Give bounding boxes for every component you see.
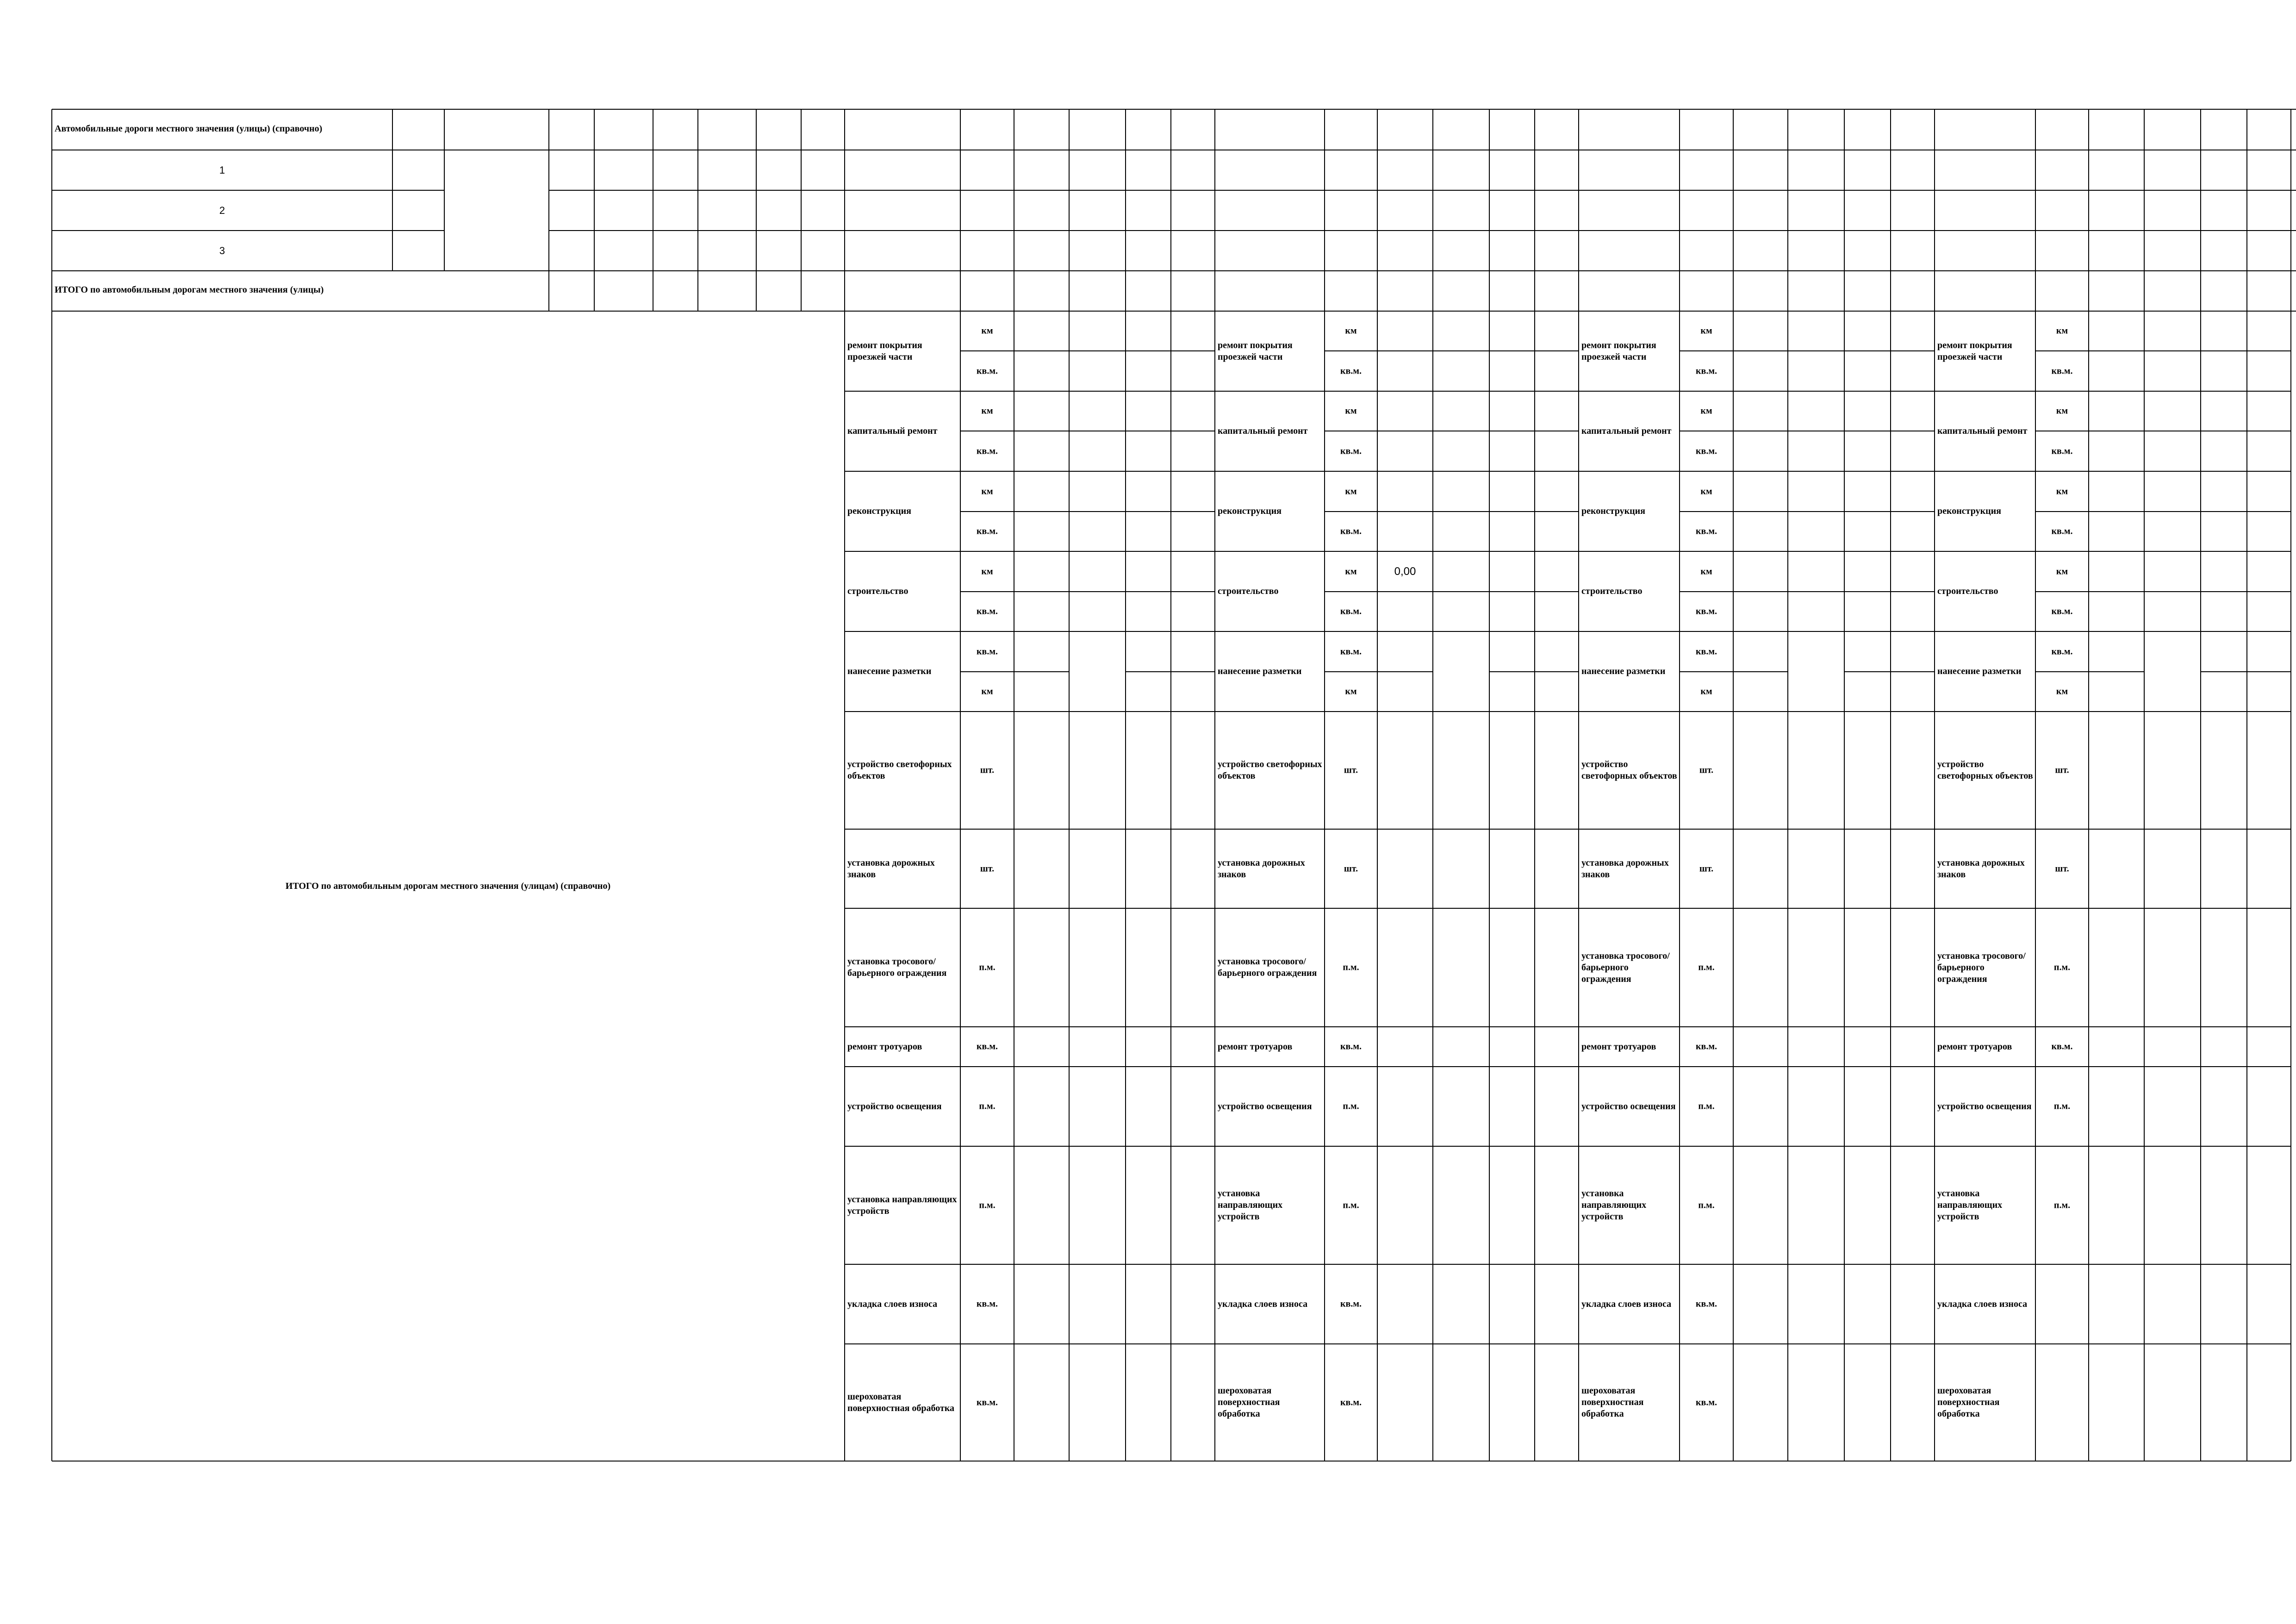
unit-label: кв.м. bbox=[1340, 1299, 1362, 1309]
work-label: нанесение разметки bbox=[1218, 666, 1302, 676]
work-label: устройство освещения bbox=[847, 1101, 942, 1112]
unit-label: кв.м. bbox=[1696, 526, 1717, 537]
unit-label: кв.м. bbox=[1340, 1041, 1362, 1052]
unit-label: кв.м. bbox=[1340, 446, 1362, 456]
unit-label: шт. bbox=[1699, 765, 1714, 775]
unit-label: п.м. bbox=[2053, 1200, 2071, 1210]
work-label: устройство освещения bbox=[1937, 1101, 2032, 1112]
work-label: реконструкция bbox=[847, 506, 911, 516]
unit-label: кв.м. bbox=[977, 446, 998, 456]
work-label: шероховатая поверхностная обработка bbox=[1581, 1386, 1644, 1419]
unit-label: кв.м. bbox=[977, 526, 998, 537]
unit-label: кв.м. bbox=[1696, 446, 1717, 456]
unit-label: км bbox=[981, 566, 993, 576]
work-label: строительство bbox=[1581, 586, 1643, 596]
unit-label: п.м. bbox=[979, 1101, 996, 1112]
row-number-2: 2 bbox=[219, 205, 225, 216]
unit-label: км bbox=[1345, 566, 1357, 576]
section-header-label: Автомобильные дороги местного значения (улицы) (справочно) bbox=[55, 124, 323, 134]
unit-label: кв.м. bbox=[977, 606, 998, 617]
unit-label: кв.м. bbox=[1340, 606, 1362, 617]
unit-label: кв.м. bbox=[2051, 366, 2073, 376]
unit-label: шт. bbox=[1344, 765, 1358, 775]
unit-label: км bbox=[1700, 325, 1712, 336]
work-label: ремонт тротуаров bbox=[1937, 1041, 2012, 1052]
unit-label: кв.м. bbox=[977, 1397, 998, 1407]
work-label: установка направляющих устройств bbox=[1581, 1188, 1647, 1222]
unit-label: кв.м. bbox=[977, 1299, 998, 1309]
work-label: установка дорожных знаков bbox=[1581, 857, 1669, 880]
work-label: строительство bbox=[847, 586, 908, 596]
unit-label: шт. bbox=[2055, 863, 2069, 874]
unit-label: км bbox=[2056, 406, 2068, 416]
row-number-3: 3 bbox=[219, 245, 225, 256]
work-label: нанесение разметки bbox=[1581, 666, 1666, 676]
work-label: шероховатая поверхностная обработка bbox=[1218, 1386, 1280, 1419]
unit-label: шт. bbox=[1344, 863, 1358, 874]
work-label: устройство светофорных объектов bbox=[1218, 759, 1322, 781]
unit-label: кв.м. bbox=[1696, 1041, 1717, 1052]
unit-label: кв.м. bbox=[1696, 366, 1717, 376]
work-label: установка тросового/барьерного ограждения bbox=[1581, 950, 1670, 984]
work-label: капитальный ремонт bbox=[1218, 426, 1308, 436]
work-label: установка направляющих устройств bbox=[1937, 1188, 2003, 1222]
unit-label: п.м. bbox=[1698, 1200, 1715, 1210]
unit-label: км bbox=[2056, 686, 2068, 697]
unit-label: кв.м. bbox=[1696, 606, 1717, 617]
work-label: установка тросового/барьерного ограждения bbox=[1218, 956, 1317, 978]
unit-label: кв.м. bbox=[1696, 646, 1717, 656]
unit-label: кв.м. bbox=[1340, 646, 1362, 656]
unit-label: шт. bbox=[980, 765, 995, 775]
work-label: устройство освещения bbox=[1218, 1101, 1312, 1112]
unit-label: кв.м. bbox=[2051, 526, 2073, 537]
unit-label: кв.м. bbox=[1340, 1397, 1362, 1407]
unit-label: кв.м. bbox=[1340, 366, 1362, 376]
unit-label: п.м. bbox=[1698, 962, 1715, 973]
unit-label: п.м. bbox=[979, 1200, 996, 1210]
unit-label: км bbox=[981, 325, 993, 336]
work-label: устройство светофорных объектов bbox=[847, 759, 952, 781]
unit-label: кв.м. bbox=[977, 646, 998, 656]
cell-value: 0,00 bbox=[1394, 565, 1416, 578]
work-label: укладка слоев износа bbox=[1937, 1299, 2028, 1309]
unit-label: п.м. bbox=[2053, 962, 2071, 973]
unit-label: шт. bbox=[2055, 765, 2069, 775]
work-label: укладка слоев износа bbox=[847, 1299, 938, 1309]
work-label: нанесение разметки bbox=[847, 666, 932, 676]
work-label: строительство bbox=[1218, 586, 1279, 596]
unit-label: кв.м. bbox=[1696, 1397, 1717, 1407]
unit-label: кв.м. bbox=[1696, 1299, 1717, 1309]
unit-label: км bbox=[981, 406, 993, 416]
summary-total-label: ИТОГО по автомобильным дорогам местного значения (улицам) (справочно) bbox=[285, 881, 611, 891]
work-label: установка дорожных знаков bbox=[1937, 857, 2025, 880]
work-label: установка тросового/барьерного ограждения bbox=[1937, 950, 2026, 984]
work-label: ремонт тротуаров bbox=[847, 1041, 922, 1052]
work-label: установка направляющих устройств bbox=[847, 1194, 957, 1216]
unit-label: шт. bbox=[1699, 863, 1714, 874]
work-label: установка направляющих устройств bbox=[1218, 1188, 1283, 1222]
work-label: устройство освещения bbox=[1581, 1101, 1676, 1112]
work-label: реконструкция bbox=[1218, 506, 1282, 516]
unit-label: км bbox=[1345, 486, 1357, 496]
unit-label: км bbox=[1345, 686, 1357, 697]
unit-label: п.м. bbox=[1343, 1101, 1359, 1112]
row-number-1: 1 bbox=[219, 164, 225, 176]
unit-label: кв.м. bbox=[2051, 646, 2073, 656]
unit-label: п.м. bbox=[2053, 1101, 2071, 1112]
work-label: установка тросового/барьерного ограждения bbox=[847, 956, 947, 978]
unit-label: км bbox=[1700, 486, 1712, 496]
section-total-label: ИТОГО по автомобильным дорогам местного значения (улицы) bbox=[55, 285, 324, 295]
unit-label: км bbox=[2056, 566, 2068, 576]
work-label: реконструкция bbox=[1581, 506, 1645, 516]
unit-label: км bbox=[1345, 325, 1357, 336]
unit-label: кв.м. bbox=[977, 366, 998, 376]
unit-label: кв.м. bbox=[2051, 1041, 2073, 1052]
unit-label: кв.м. bbox=[1340, 526, 1362, 537]
work-label: капитальный ремонт bbox=[1581, 426, 1672, 436]
work-label: ремонт покрытия проезжей части bbox=[1937, 340, 2012, 362]
unit-label: км bbox=[981, 486, 993, 496]
work-label: устройство светофорных объектов bbox=[1937, 759, 2033, 781]
unit-label: км bbox=[981, 686, 993, 697]
unit-label: км bbox=[1700, 406, 1712, 416]
unit-label: кв.м. bbox=[2051, 446, 2073, 456]
work-label: укладка слоев износа bbox=[1581, 1299, 1672, 1309]
unit-label: км bbox=[2056, 325, 2068, 336]
work-label: укладка слоев износа bbox=[1218, 1299, 1308, 1309]
unit-label: п.м. bbox=[1343, 962, 1359, 973]
work-label: ремонт покрытия проезжей части bbox=[847, 340, 922, 362]
work-label: ремонт покрытия проезжей части bbox=[1218, 340, 1293, 362]
work-label: шероховатая поверхностная обработка bbox=[847, 1391, 955, 1413]
work-label: установка дорожных знаков bbox=[1218, 857, 1305, 880]
unit-label: п.м. bbox=[1698, 1101, 1715, 1112]
work-label: ремонт тротуаров bbox=[1581, 1041, 1656, 1052]
unit-label: кв.м. bbox=[2051, 606, 2073, 617]
work-label: капитальный ремонт bbox=[847, 426, 938, 436]
unit-label: км bbox=[1700, 686, 1712, 697]
work-label: капитальный ремонт bbox=[1937, 426, 2028, 436]
work-label: устройство светофорных объектов bbox=[1581, 759, 1677, 781]
unit-label: п.м. bbox=[979, 962, 996, 973]
unit-label: км bbox=[1345, 406, 1357, 416]
work-label: шероховатая поверхностная обработка bbox=[1937, 1386, 2000, 1419]
unit-label: шт. bbox=[980, 863, 995, 874]
work-label: ремонт покрытия проезжей части bbox=[1581, 340, 1656, 362]
unit-label: кв.м. bbox=[977, 1041, 998, 1052]
work-label: строительство bbox=[1937, 586, 1998, 596]
work-label: нанесение разметки bbox=[1937, 666, 2022, 676]
work-label: установка дорожных знаков bbox=[847, 857, 935, 880]
unit-label: п.м. bbox=[1343, 1200, 1359, 1210]
work-label: реконструкция bbox=[1937, 506, 2001, 516]
work-label: ремонт тротуаров bbox=[1218, 1041, 1293, 1052]
unit-label: км bbox=[1700, 566, 1712, 576]
unit-label: км bbox=[2056, 486, 2068, 496]
